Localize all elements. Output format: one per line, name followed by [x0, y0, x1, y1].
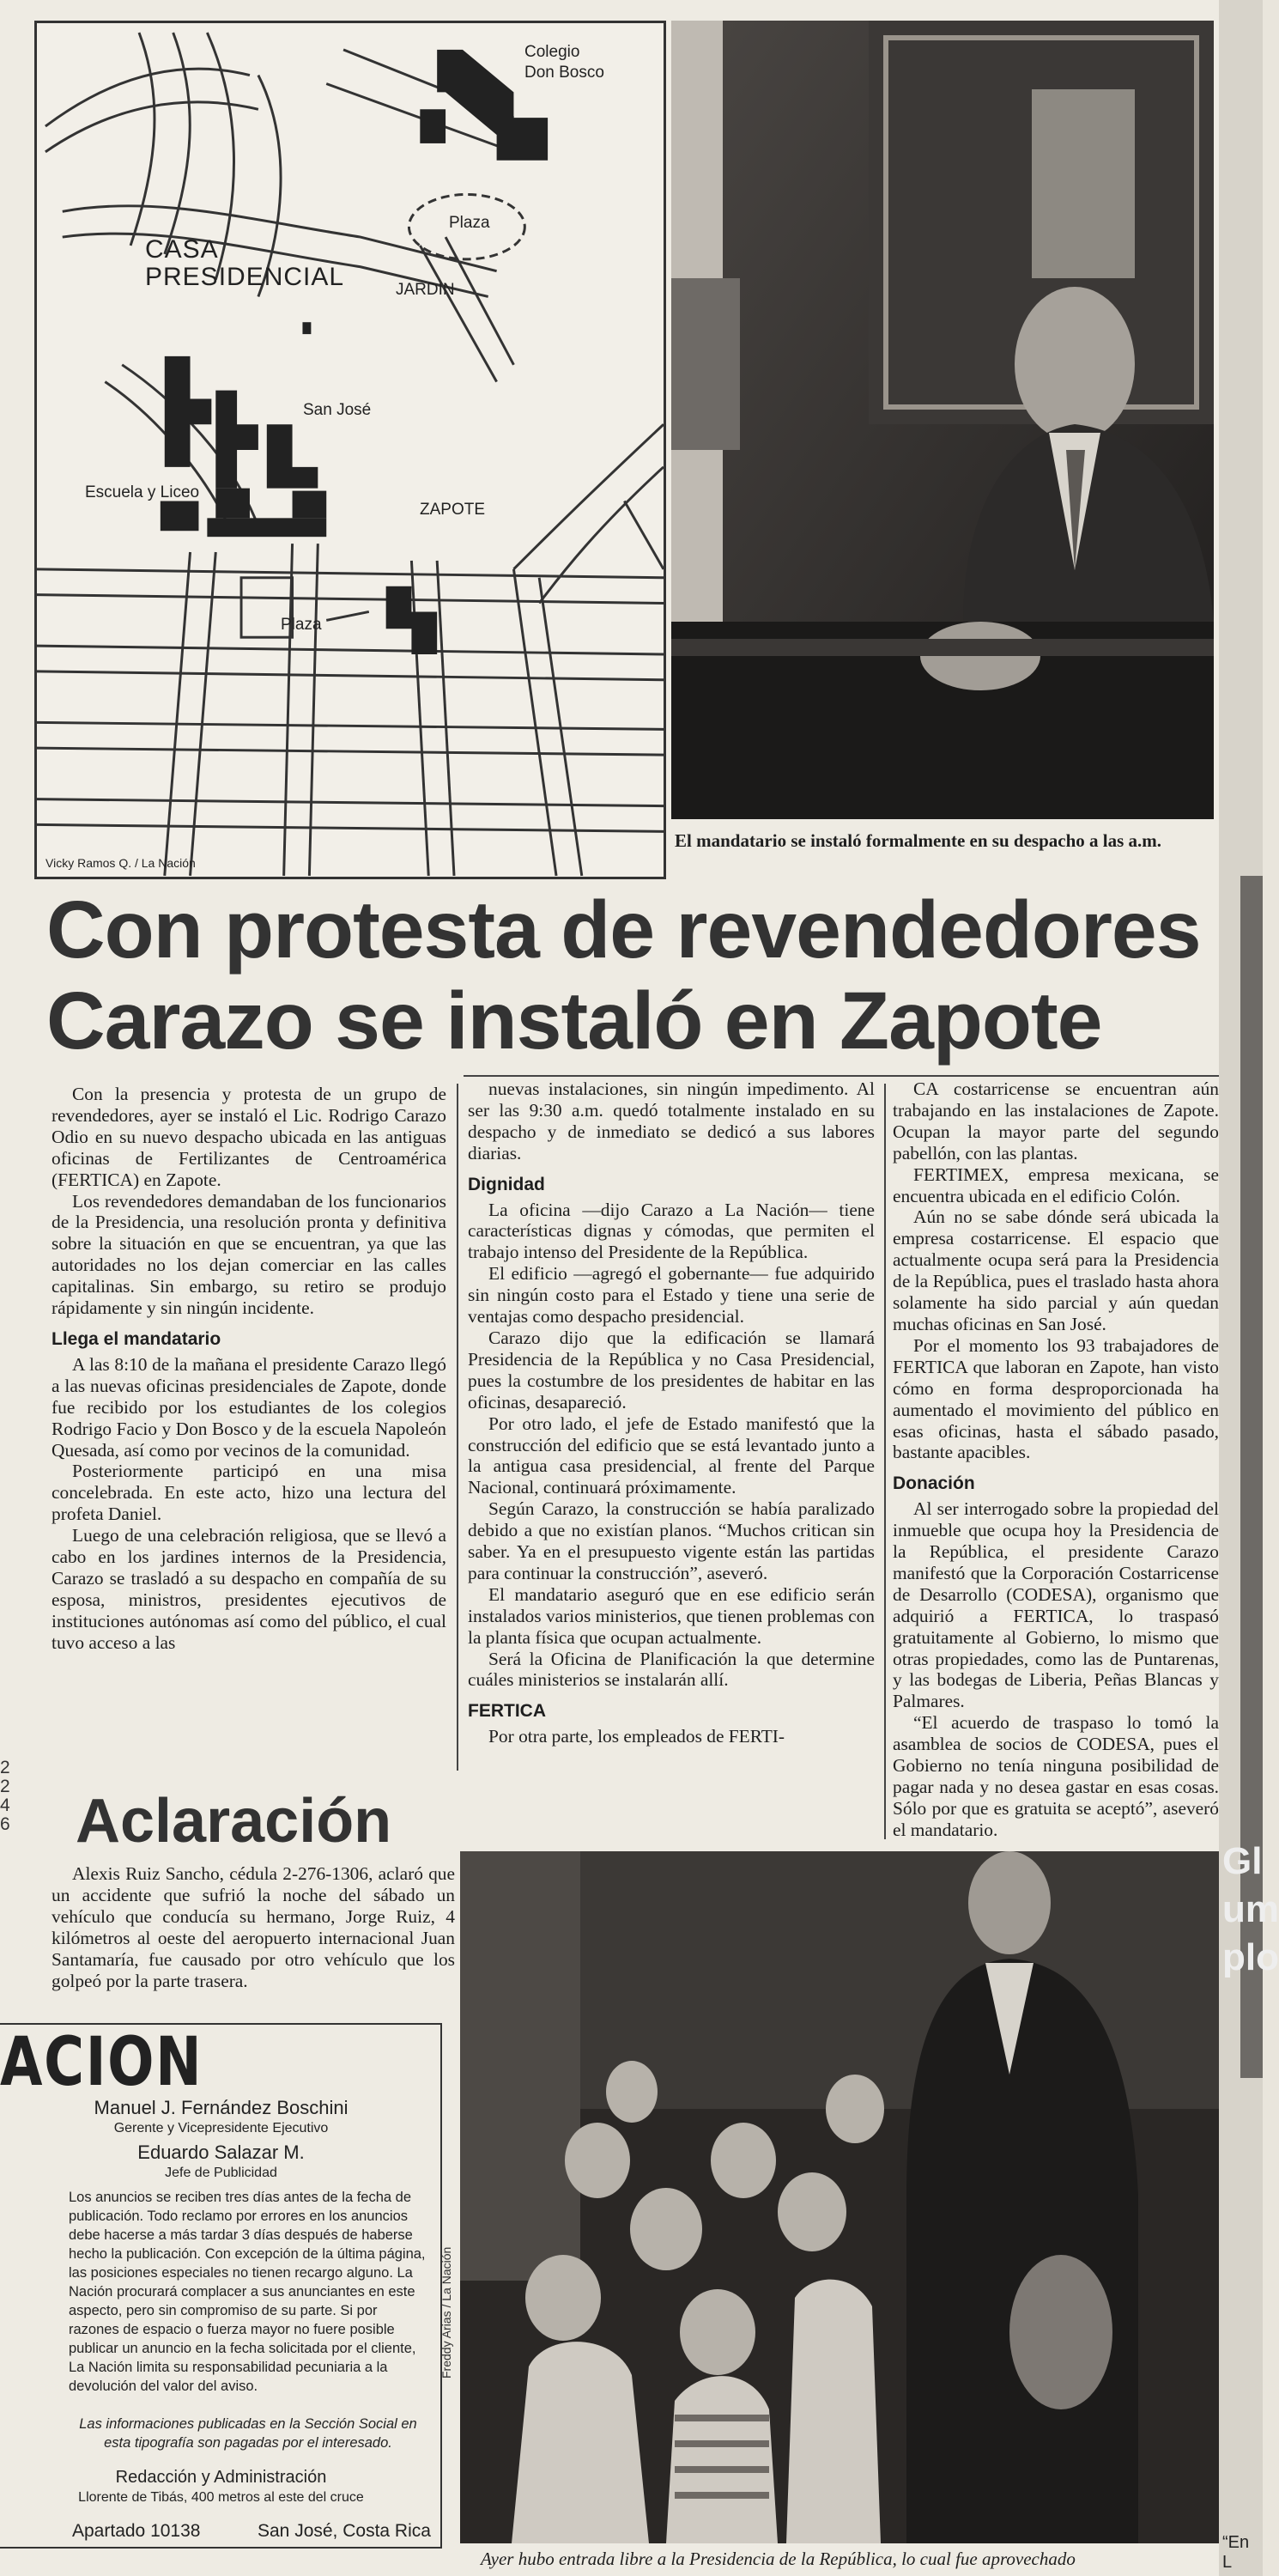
masthead-notice: Los anuncios se reciben tres días antes de la fecha de publicación. Todo reclamo por errores en los anuncios debe hacerse a más tardar 3 días después de haberse hecho la publicación. Con excepción de la última página, las posiciones especiales no tienen recargo alguno. La Nación procurará complacer a sus anunciantes en este aspecto, pero sin compromiso de su parte. Si por razones de espacio o fuerza mayor no fuere posible publicar un anuncio en la fecha solicitada por el cliente, La Nación limita su responsabilidad pecuniaria a la devolución del valor del aviso. [69, 2190, 426, 2394]
aclaracion-title: Aclaración [76, 1787, 392, 1856]
masthead-apartado: Apartado 10138 [72, 2521, 201, 2541]
masthead-role-2: Jefe de Publicidad [165, 2166, 277, 2180]
map-label-zapote: ZAPOTE [420, 501, 486, 519]
map-label-colegio: Colegio Don Bosco [524, 43, 604, 82]
headline-line-1: Con protesta de revendedores [46, 884, 1201, 975]
column-rule-1 [457, 1084, 458, 1771]
aclaracion-body: Alexis Ruiz Sancho, cédula 2-276-1306, aclaró que un accidente que sufrió la noche del sábado un vehículo que conducía su hermano, Jorge Ruiz, 4 kilómetros al oeste del aeropuerto internacional Juan Santamaría, fue causado por otro vehículo que los golpeó por la parte trasera. [52, 1863, 455, 1991]
article-paragraph: Los revendedores demandaban de los funcionarios de la Presidencia, una resolución pronta y definitiva sobre la situación en que se encuentran, ya que las autoridades no los dejan comerciar en las calles capitalinas. Sin embargo, su retiro se produjo rápidamente y sin ningún incidente. [52, 1190, 446, 1319]
president-photo [671, 21, 1214, 819]
map-label-jardin: JARDIN [396, 281, 455, 299]
article-paragraph: La oficina —dijo Carazo a La Nación— tiene características dignas y cómodas, que permiten el trabajo intenso del Presidente de la República. [468, 1199, 875, 1263]
article-paragraph: Carazo dijo que la edificación se llamará Presidencia de la República y no Casa Presidencial, pues la costumbre de los presidentes de habitar en las oficinas, desapareció. [468, 1327, 875, 1413]
president-photo-caption: El mandatario se instaló formalmente en su despacho a las a.m. [675, 830, 1161, 851]
article-subheading: Donación [893, 1473, 975, 1494]
children-photo-image [460, 1851, 1219, 2543]
president-photo-image [671, 21, 1214, 819]
masthead-role-1: Gerente y Vicepresidente Ejecutivo [113, 2121, 329, 2136]
article-paragraph: El edificio —agregó el gobernante— fue adquirido sin ningún costo para el Estado y tiene una serie de ventajas como despacho presidencial. [468, 1263, 875, 1327]
article-paragraph: Luego de una celebración religiosa, que se llevó a cabo en los jardines internos de la Presidencia, Carazo se trasladó a su despacho en compañía de su esposa, ministros, presidentes ejecutivos de instituciones autónomas así como del público, el cual tuvo acceso a las [52, 1525, 446, 1653]
article-paragraph: Con la presencia y protesta de un grupo de revendedores, ayer se instaló el Lic. Rodrigo Carazo Odio en su nuevo despacho ubicada en las antiguas oficinas de Fertilizantes de Centroamérica (FERTICA) en Zapote. [52, 1084, 446, 1190]
article-subheading: Llega el mandatario [52, 1328, 221, 1349]
children-photo-credit: Freddy Arias / La Nación [439, 2246, 453, 2379]
map-label-plaza-bottom: Plaza [281, 616, 322, 634]
article-paragraph: Según Carazo, la construcción se había paralizado debido a que no existían planos. “Muchos critican sin saber. Ya en el presupuesto vigente están las partidas para continuar la construcción”, aseveró. [468, 1498, 875, 1583]
map-label-plaza-top: Plaza [449, 214, 490, 232]
masthead-social-notice: Las informaciones publicadas en la Sección Social en esta tipografía son pagadas por el interesado. [79, 2416, 417, 2451]
margin-number: 2 [0, 1777, 10, 1796]
article-paragraph: CA costarricense se encuentran aún trabajando en las instalaciones de Zapote. Ocupan la mayor parte del segundo pabellón, con las plantas. [893, 1078, 1219, 1163]
masthead-address-title: Redacción y Administración [115, 2468, 327, 2487]
map-label-casa-presidencial: CASA PRESIDENCIAL [145, 235, 345, 291]
column-rule-2 [884, 1084, 886, 1839]
children-photo [460, 1851, 1219, 2543]
map-credit: Vicky Ramos Q. / La Nación [45, 856, 196, 870]
margin-number: 6 [0, 1814, 10, 1834]
masthead-address: Llorente de Tibás, 400 metros al este del cruce [78, 2490, 364, 2505]
article-column-1 [52, 1084, 446, 1654]
article-paragraph: nuevas instalaciones, sin ningún impedimento. Al ser las 9:30 a.m. quedó totalmente instalado en su despacho y de inmediato se dedicó a sus labores diarias. [468, 1078, 875, 1163]
article-subheading: Dignidad [468, 1174, 545, 1194]
headline [46, 884, 1219, 1066]
masthead-name-2: Eduardo Salazar M. [137, 2142, 305, 2163]
adjacent-page-bottom-text: “En L [1222, 2533, 1250, 2572]
article-paragraph: Al ser interrogado sobre la propiedad del inmueble que ocupa hoy la Presidencia de la República, el presidente Carazo manifestó que la Corporación Costarricense de Desarrollo (CODESA), organismo que adquirió a FERTICA, lo traspasó gratuitamente al Gobierno, lo mismo que otras propiedades, como las de Puntarenas, y las bodegas de Liberia, Peñas Blancas y Palmares. [893, 1498, 1219, 1712]
article-paragraph: El mandatario aseguró que en ese edificio serán instalados varios ministerios, que tienen problemas con la planta física que ocupan actualmente. [468, 1583, 875, 1648]
children-photo-caption: Ayer hubo entrada libre a la Presidencia de la República, lo cual fue aprovechado [481, 2549, 1076, 2569]
article-paragraph: Por otra parte, los empleados de FERTI- [488, 1726, 785, 1747]
map-label-escuela-liceo: Escuela y Liceo [85, 483, 200, 501]
article-column-2 [468, 1078, 875, 1747]
masthead-name-1: Manuel J. Fernández Boschini [94, 2097, 349, 2118]
map-label-san-jose: San José [303, 401, 372, 419]
article-paragraph: FERTIMEX, empresa mexicana, se encuentra ubicada en el edificio Colón. [893, 1163, 1219, 1206]
article-paragraph: Posteriormente participó en una misa concelebrada. En este acto, hizo una lectura del profeta Daniel. [52, 1461, 446, 1525]
margin-number: 2 [0, 1758, 10, 1777]
masthead-city: San José, Costa Rica [258, 2521, 431, 2541]
masthead-logo: ACION [0, 2024, 203, 2101]
article-paragraph: A las 8:10 de la mañana el presidente Carazo llegó a las nuevas oficinas presidenciales de Zapote, donde fue recibido por los estudiantes de los colegios Rodrigo Facio y Don Bosco y de la escuela Napoleón Quesada, así como por vecinos de la comunidad. [52, 1353, 446, 1461]
headline-line-2: Carazo se instaló en Zapote [46, 975, 1102, 1066]
article-paragraph: “El acuerdo de traspaso lo tomó la asamblea de socios de CODESA, pues el Gobierno no tenía ninguna posibilidad de pagar nada y no desea gastar en esas cosas. Sólo por que es gratuita se aceptó”, aseveró el mandatario. [893, 1712, 1219, 1840]
map-drawing [37, 23, 664, 877]
article-paragraph: Aún no se sabe dónde será ubicada la empresa costarricense. El espacio que actualmente ocupa será para la Presidencia de la República, pues el traslado hasta ahora solamente ha sido parcial y aún quedan muchas oficinas en San José. [893, 1206, 1219, 1334]
headline-rule [464, 1075, 1219, 1077]
location-map [34, 21, 666, 879]
article-column-3 [893, 1078, 1219, 1841]
article-paragraph: Por otro lado, el jefe de Estado manifestó que la construcción del edificio que se está levantado junto a la antigua casa presidencial, al frente del Parque Nacional, continuará próximamente. [468, 1413, 875, 1498]
article-subheading: FERTICA [468, 1701, 546, 1722]
article-paragraph: Por el momento los 93 trabajadores de FERTICA que laboran en Zapote, han visto cómo en forma desproporcionada ha aumentado el movimiento del público en esas oficinas, hasta el sábado pasado, bastante apacibles. [893, 1334, 1219, 1463]
margin-number: 4 [0, 1795, 10, 1815]
article-paragraph: Será la Oficina de Planificación la que determine cuáles ministerios se instalarán allí. [468, 1648, 875, 1691]
adjacent-page-letters: Gl um plo [1222, 1840, 1279, 1978]
